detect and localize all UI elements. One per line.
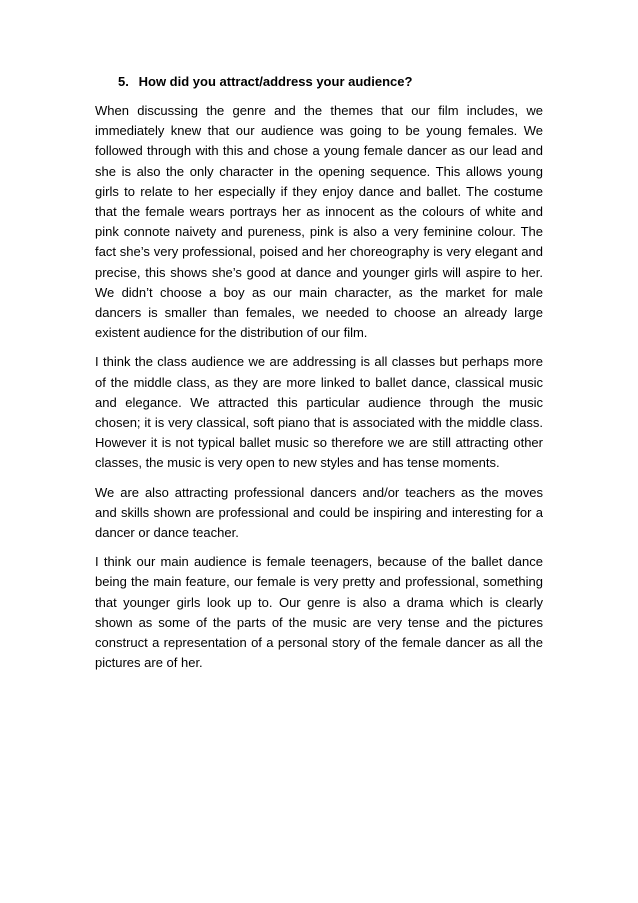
document-page — [95, 72, 543, 682]
question-number: 5. — [118, 74, 129, 89]
paragraph-class-audience: I think the class audience we are addressing is all classes but perhaps more of the middle class, as they are more linked to ballet dance, classical music and elegance. We attracted this particular audience through the music chosen; it is very classical, soft piano that is associated with the middle class. However it is not typical ballet music so therefore we are still attracting other classes, the music is very open to new styles and has tense moments. — [95, 354, 543, 471]
question-heading — [95, 72, 543, 92]
paragraph-main-audience: I think our main audience is female teenagers, because of the ballet dance being the main feature, our female is very pretty and professional, something that younger girls look up to. Our genre is also a drama which is clearly shown as some of the parts of the music are very tense and the pictures construct a representation of a personal story of the female dancer as all the pictures are of her. — [95, 554, 543, 671]
paragraph-genre-audience: When discussing the genre and the themes that our film includes, we immediately knew that our audience was going to be young females. We followed through with this and chose a young female dancer as our lead and she is also the only character in the opening sequence. This allows young girls to relate to her especially if they enjoy dance and ballet. The costume that the female wears portrays her as innocent as the colours of white and pink connote naivety and pureness, pink is also a very feminine colour. The fact she’s very professional, poised and her choreography is very elegant and precise, this shows she’s good at dance and younger girls will aspire to her. We didn’t choose a boy as our main character, as the market for male dancers is smaller than females, we needed to choose an already large existent audience for the distribution of our film. — [95, 103, 543, 341]
paragraph-professional-dancers: We are also attracting professional dancers and/or teachers as the moves and skills shown are professional and could be inspiring and interesting for a dancer or dance teacher. — [95, 484, 543, 541]
question-title: How did you attract/address your audience? — [138, 74, 413, 89]
